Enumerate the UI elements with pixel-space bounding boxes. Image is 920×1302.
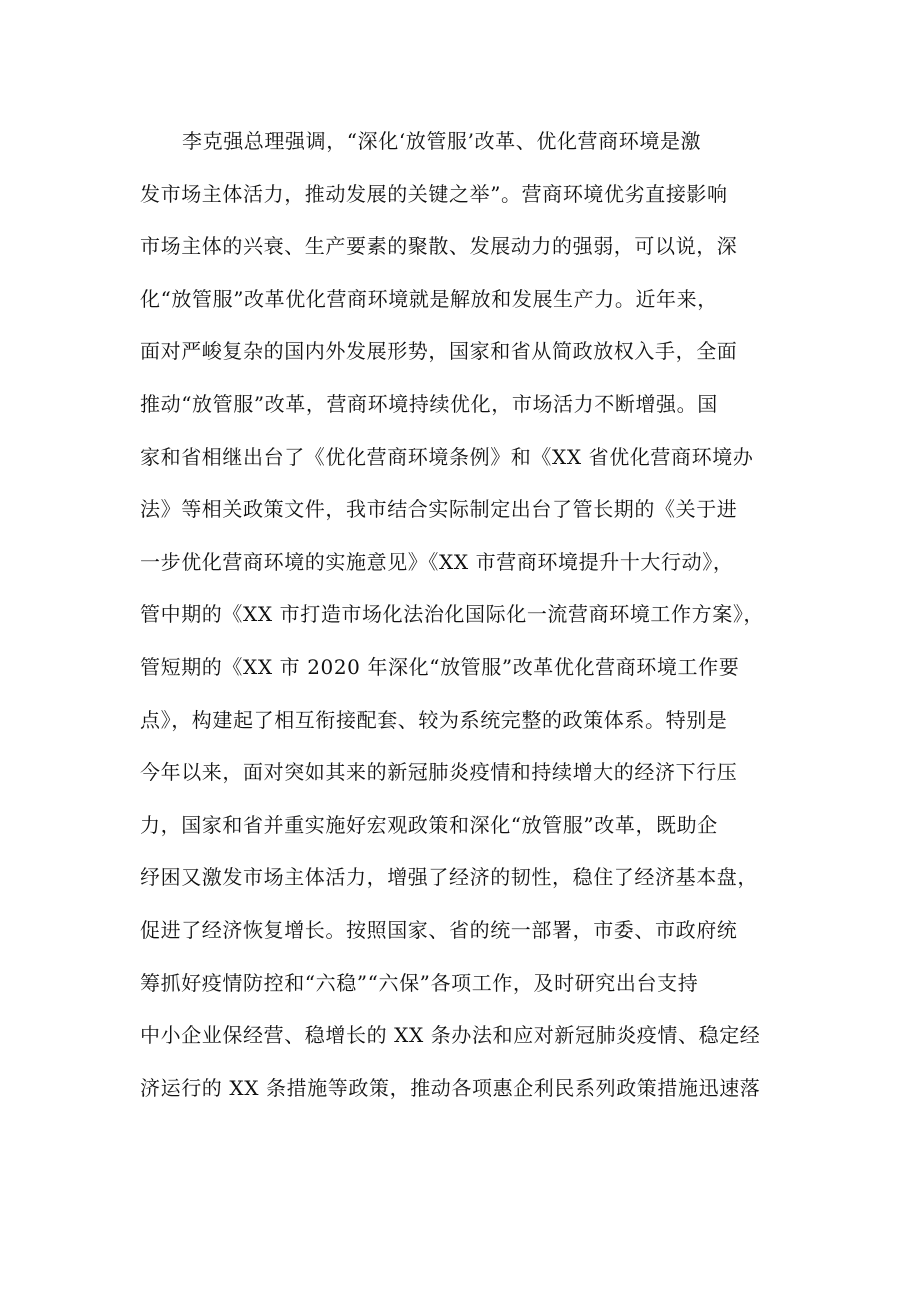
text-line: 法》等相关政策文件，我市结合实际制定出台了管长期的《关于进 bbox=[140, 497, 738, 522]
text-line: 济运行的 XX 条措施等政策，推动各项惠企利民系列政策措施迅速落 bbox=[140, 1075, 761, 1100]
text-line: 发市场主体活力，推动发展的关键之举”。营商环境优劣直接影响 bbox=[140, 181, 728, 206]
text-line: 一步优化营商环境的实施意见》《XX 市营商环境提升十大行动》， bbox=[140, 549, 734, 574]
text-line: 筹抓好疫情防控和“六稳”“六保”各项工作，及时研究出台支持 bbox=[140, 970, 699, 995]
text-line: 纾困又激发市场主体活力，增强了经济的韧性，稳住了经济基本盘， bbox=[140, 865, 758, 890]
text-line: 市场主体的兴衰、生产要素的聚散、发展动力的强弱，可以说，深 bbox=[140, 234, 738, 259]
text-line: 点》，构建起了相互衔接配套、较为系统完整的政策体系。特别是 bbox=[140, 707, 728, 732]
text-line: 面对严峻复杂的国内外发展形势，国家和省从简政放权入手，全面 bbox=[140, 339, 738, 364]
text-line: 促进了经济恢复增长。按照国家、省的统一部署，市委、市政府统 bbox=[140, 917, 738, 942]
text-line: 推动“放管服”改革，营商环境持续优化，市场活力不断增强。国 bbox=[140, 391, 718, 416]
text-line: 力，国家和省并重实施好宏观政策和深化“放管服”改革，既助企 bbox=[140, 812, 718, 837]
text-line: 家和省相继出台了《优化营商环境条例》和《XX 省优化营商环境办 bbox=[140, 444, 754, 469]
text-line: 中小企业保经营、稳增长的 XX 条办法和应对新冠肺炎疫情、稳定经 bbox=[140, 1023, 761, 1048]
text-line: 李克强总理强调，“深化‘放管服’改革、优化营商环境是激 bbox=[182, 129, 702, 153]
body-paragraph bbox=[140, 121, 820, 1120]
text-line: 管中期的《XX 市打造市场化法治化国际化一流营商环境工作方案》， bbox=[140, 602, 765, 627]
text-line: 化“放管服”改革优化营商环境就是解放和发展生产力。近年来， bbox=[140, 286, 718, 311]
text-line: 管短期的《XX 市 2020 年深化“放管服”改革优化营商环境工作要 bbox=[140, 654, 740, 679]
text-line: 今年以来，面对突如其来的新冠肺炎疫情和持续增大的经济下行压 bbox=[140, 760, 738, 785]
